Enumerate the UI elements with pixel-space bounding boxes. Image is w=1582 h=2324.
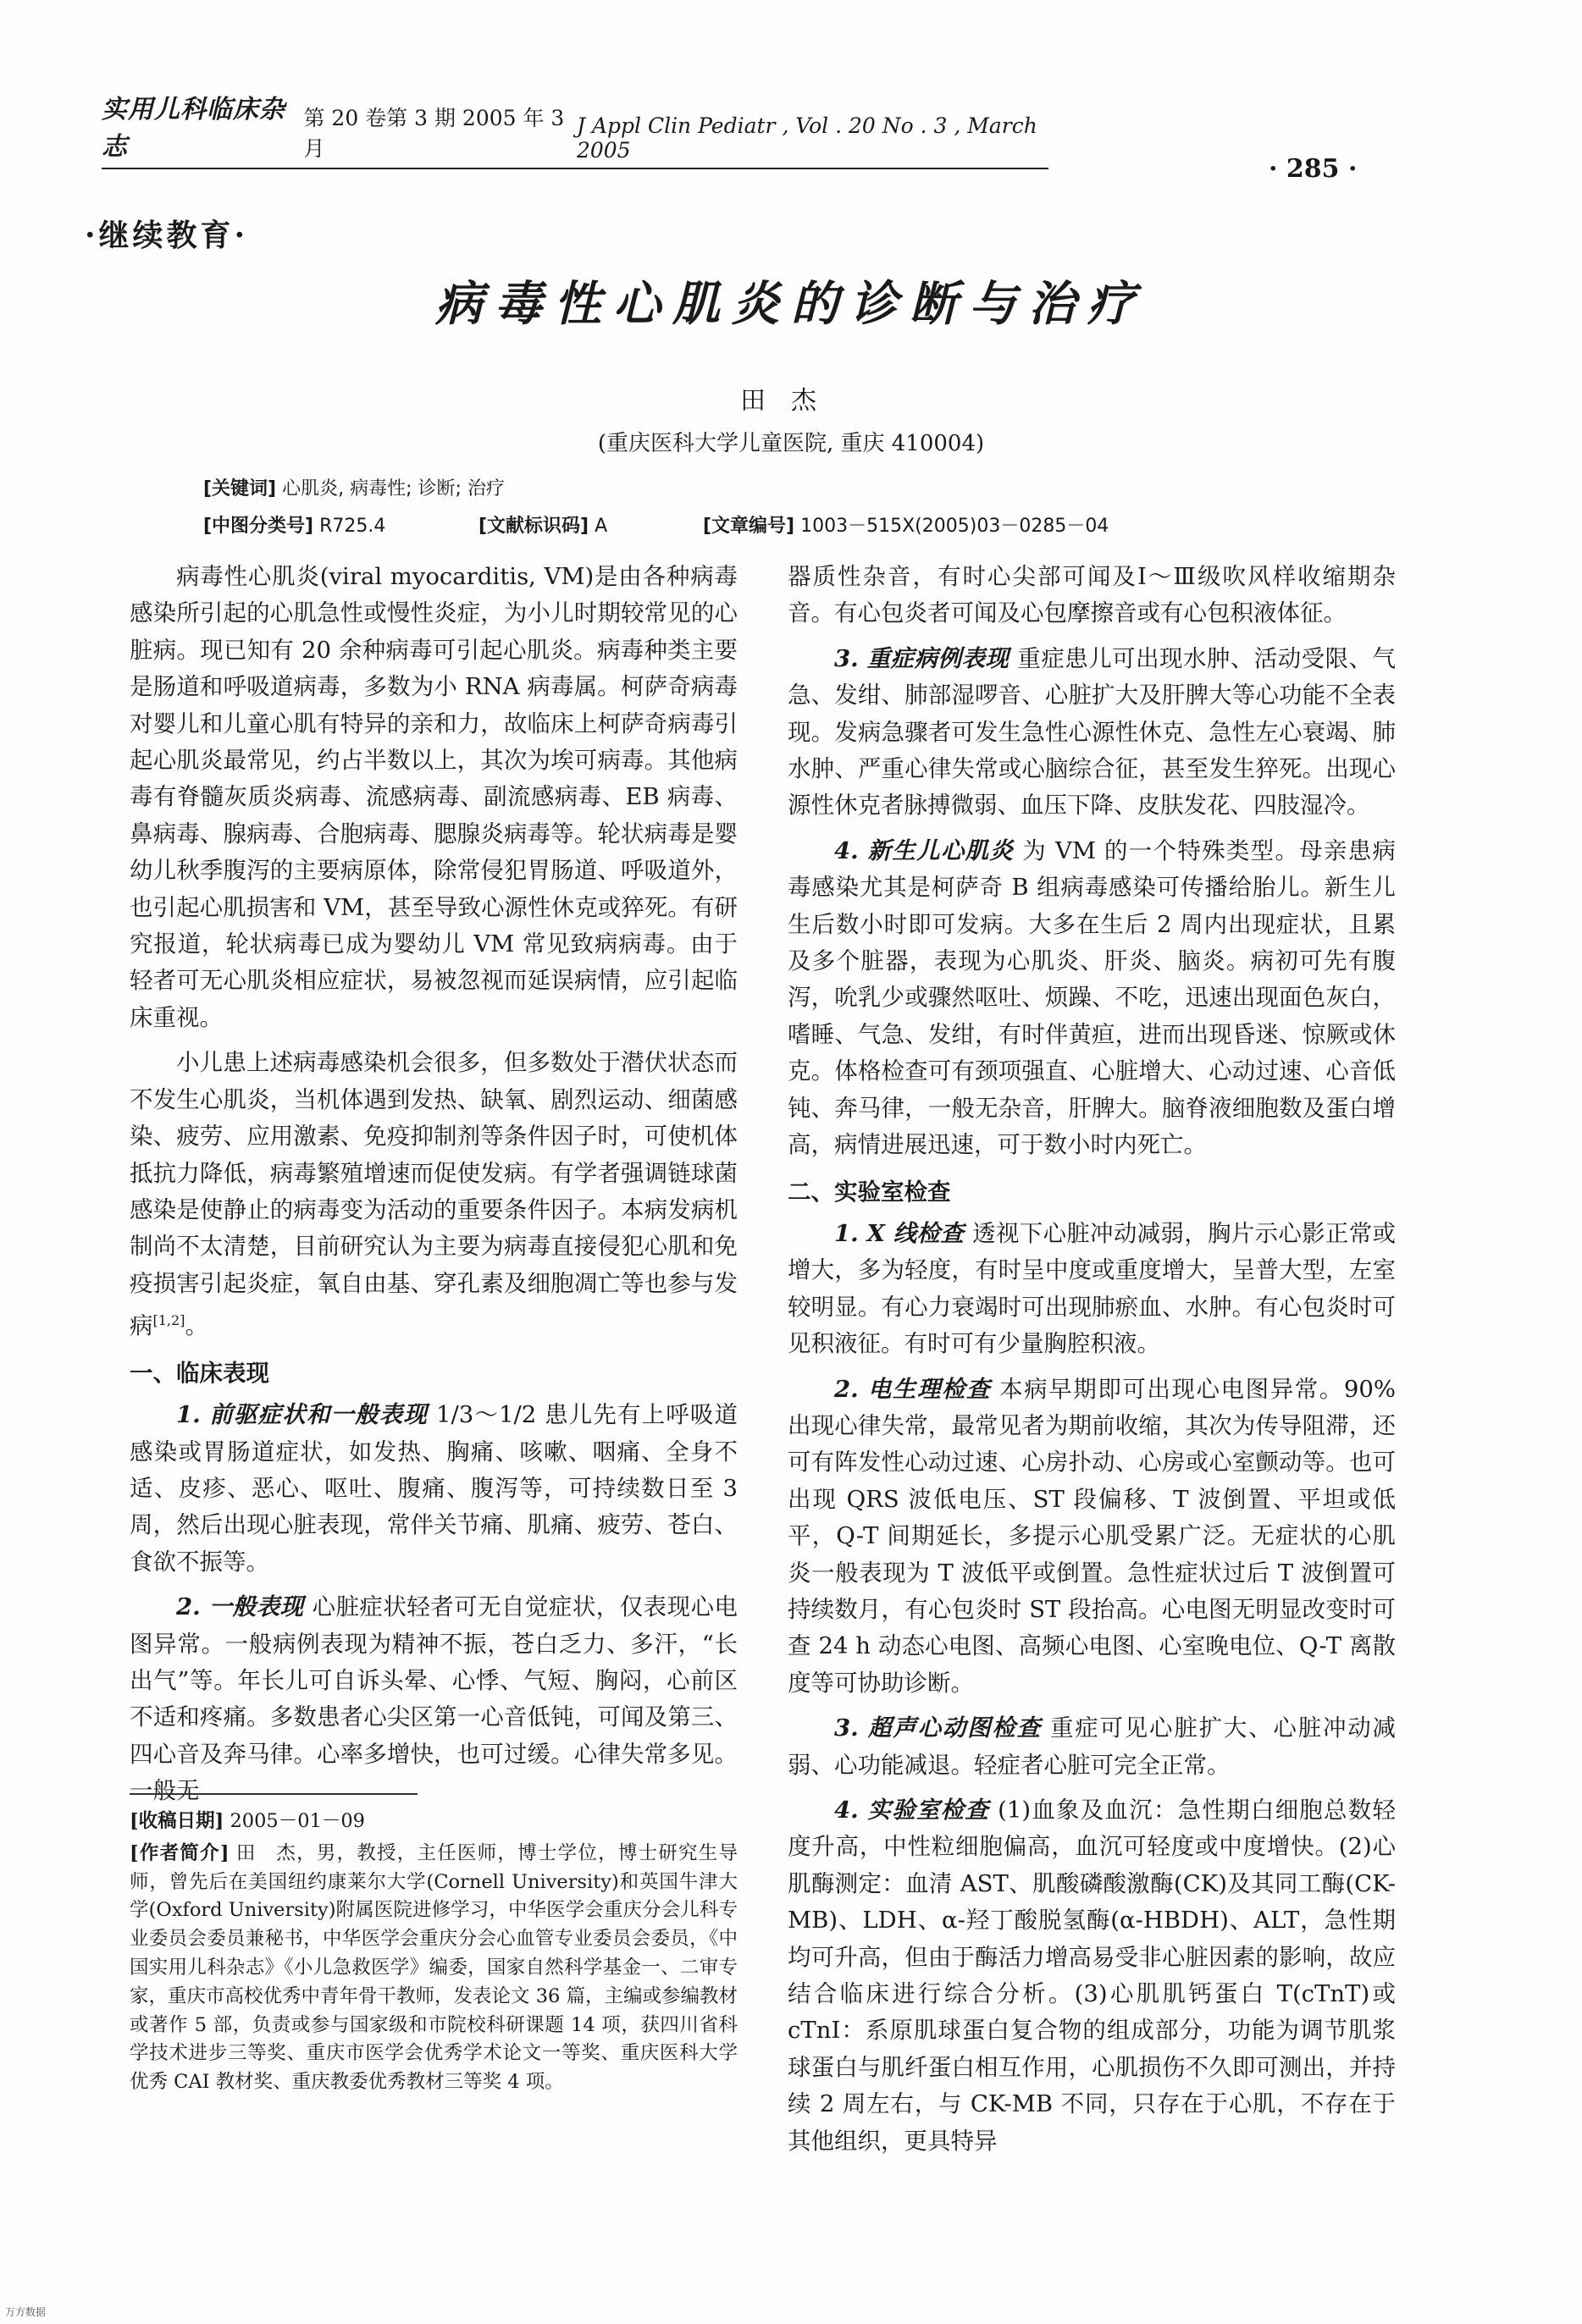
- section-heading-clinical: 一、临床表现: [130, 1359, 269, 1387]
- general-text: 心脏症状轻者可无自觉症状，仅表现心电图异常。一般病例表现为精神不振，苍白乏力、多汗，“长出气”等。年长儿可自诉头晕、心悸、气短、胸闷，心前区不适和疼痛。多数患者心尖区第一心音低钝，可闻及第三、四心音及奔马律。心率多增快，也可过缓。心律失常多见。一般无: [130, 1593, 738, 1805]
- prodrome-text: 1/3～1/2 患儿先有上呼吸道感染或胃肠道症状，如发热、胸痛、咳嗽、咽痛、全身不适、皮疹、恶心、呕吐、腹痛、腹泻等，可持续数日至 3 周，然后出现心脏表现，常伴关节痛、肌痛、疲劳、苍白、食欲不振等。: [130, 1401, 738, 1576]
- prodrome-lead: 1. 前驱症状和一般表现: [176, 1401, 429, 1429]
- general-lead: 2. 一般表现: [176, 1593, 304, 1621]
- keywords: 心肌炎, 病毒性; 诊断; 治疗: [282, 478, 505, 500]
- continued-paragraph: 器质性杂音，有时心尖部可闻及Ⅰ～Ⅲ级吹风样收缩期杂音。有心包炎者可闻及心包摩擦音或有心包积液体征。: [788, 563, 1396, 627]
- author-name: 田杰: [740, 386, 842, 416]
- document-code-line: [478, 511, 607, 538]
- lab-text: (1)血象及血沉：急性期白细胞总数轻度升高，中性粒细胞偏高，血沉可轻度或中度增快。(2)心肌酶测定：血清 AST、肌酸磷酸激酶(CK)及其同工酶(CK-MB)、LDH、α-羟丁酸脱氢酶(α-HBDH)、ALT，急性期均可升高，但由于酶活力增高易受非心脏因素的影响，故应结合临床进行综合分析。(3)心肌肌钙蛋白 T(cTnT)或 cTnI：系原肌球蛋白复合物的组成部分，功能为调节肌浆球蛋白与肌纤蛋白相互作用，心肌损伤不久即可测出，并持续 2 周左右，与 CK-MB 不同，只存在于心肌，不存在于其他组织，更具特异: [788, 1797, 1396, 2155]
- received-date-line: [130, 1808, 738, 1836]
- pathogenesis-text: 小儿患上述病毒感染机会很多，但多数处于潜伏状态而不发生心肌炎，当机体遇到发热、缺氧、剧烈运动、细菌感染、疲劳、应用激素、免疫抑制剂等条件因子时，可使机体抵抗力降低，病毒繁殖增速而促使发病。有学者强调链球菌感染是使静止的病毒变为活动的重要条件因子。本病发病机制尚不太清楚，目前研究认为主要为病毒直接侵犯心肌和免疫损害引起炎症，氧自由基、穿孔素及细胞凋亡等也参与发病: [130, 1049, 738, 1340]
- watermark: 万方数据: [5, 2306, 47, 2318]
- severe-lead: 3. 重症病例表现: [834, 644, 1009, 672]
- clc-label: [中图分类号]: [203, 516, 314, 537]
- echo-lead: 3. 超声心动图检查: [834, 1714, 1042, 1742]
- received-date: 2005－01－09: [230, 1810, 365, 1832]
- xray-paragraph: [788, 1216, 1396, 1363]
- received-label: [收稿日期]: [130, 1810, 224, 1832]
- ecg-lead: 2. 电生理检查: [834, 1375, 992, 1403]
- document-code: A: [595, 516, 608, 537]
- keywords-line: [203, 474, 505, 500]
- section-heading-lab: 二、实验室检查: [788, 1178, 951, 1206]
- article-number-line: [703, 511, 1109, 538]
- severe-paragraph: [788, 641, 1396, 825]
- citation-ref: [1,2]: [152, 1312, 185, 1329]
- clc-number: R725.4: [319, 516, 386, 537]
- article-number-label: [文章编号]: [703, 516, 795, 537]
- neonatal-paragraph: [788, 833, 1396, 1164]
- author-bio-line: [130, 1840, 738, 2097]
- ecg-text: 本病早期即可出现心电图异常。90% 出现心律失常，最常见者为期前收缩，其次为传导阻滞，还可有阵发性心动过速、心房扑动、心房或心室颤动等。也可出现 QRS 波低电压、ST 段偏移、T 波倒置、平坦或低平，Q-T 间期延长，多提示心肌受累广泛。无症状的心肌炎一般表现为 T 波低平或倒置。急性症状过后 T 波倒置可持续数月，有心包炎时 ST 段抬高。心电图无明显改变时可查 24 h 动态心电图、高频心电图、心室晚电位、Q-T 离散度等可协助诊断。: [788, 1375, 1396, 1697]
- echo-paragraph: [788, 1710, 1396, 1784]
- left-column: [130, 559, 738, 1819]
- pathogenesis-paragraph: [130, 1045, 738, 1344]
- xray-lead: 1. X 线检查: [834, 1219, 965, 1247]
- prodrome-paragraph: [130, 1397, 738, 1581]
- severe-text: 重症患儿可出现水肿、活动受限、气急、发绀、肺部湿啰音、心脏扩大及肝脾大等心功能不全表现。发病急骤者可发生急性心源性休克、急性左心衰竭、肺水肿、严重心律失常或心脑综合征，甚至发生猝死。出现心源性休克者脉搏微弱、血压下降、皮肤发花、四肢湿冷。: [788, 644, 1396, 820]
- ecg-paragraph: [788, 1372, 1396, 1703]
- article-title: 病毒性心肌炎的诊断与治疗: [435, 276, 1147, 332]
- lab-paragraph: [788, 1792, 1396, 2160]
- author-bio: 田 杰，男，教授，主任医师，博士学位，博士研究生导师，曾先后在美国纽约康莱尔大学(Cornell University)和英国牛津大学(Oxford University)附属医院进修学习，中华医学会重庆分会儿科专业委员会委员兼秘书，中华医学会重庆分会心血管专业委员会委员，《中国实用儿科杂志》《小儿急救医学》编委，国家自然科学基金一、二审专家，重庆市高校优秀中青年骨干教师，发表论文 36 篇，主编或参编教材或著作 5 部，负责或参与国家级和市院校科研课题 14 项，获四川省科学技术进步三等奖、重庆市医学会优秀学术论文一等奖、重庆医科大学优秀 CAI 教材奖、重庆教委优秀教材三等奖 4 项。: [130, 1841, 738, 2094]
- journal-title-cn: 实用儿科临床杂志: [102, 95, 285, 162]
- general-paragraph: [130, 1589, 738, 1809]
- author-bio-label: [作者简介]: [130, 1841, 230, 1864]
- right-column: [788, 559, 1396, 2168]
- page-number: · 285 ·: [1269, 154, 1358, 184]
- lab-lead: 4. 实验室检查: [834, 1797, 990, 1824]
- xray-text: 透视下心脏冲动减弱，胸片示心影正常或增大，多为轻度，有时呈中度或重度增大，呈普大型，左室较明显。有心力衰竭时可出现肺瘀血、水肿。有心包炎时可见积液征。有时可有少量胸腔积液。: [788, 1219, 1396, 1358]
- affiliation: (重庆医科大学儿童医院, 重庆 410004): [597, 431, 985, 456]
- clc-line: [203, 511, 385, 538]
- echo-text: 重症可见心脏扩大、心脏冲动减弱、心功能减退。轻症者心脏可完全正常。: [788, 1714, 1396, 1779]
- footnote-divider: [130, 1793, 418, 1795]
- neonatal-lead: 4. 新生儿心肌炎: [834, 836, 1015, 864]
- article-number: 1003－515X(2005)03－0285－04: [800, 516, 1109, 537]
- issue-info-cn: 第 20 卷第 3 期 2005 年 3 月: [303, 106, 565, 161]
- journal-title-en: J Appl Clin Pediatr , Vol . 20 No . 3 , March 2005: [576, 113, 1037, 163]
- intro-paragraph: 病毒性心肌炎(viral myocarditis, VM)是由各种病毒感染所引起的心肌急性或慢性炎症，为小儿时期较常见的心脏病。现已知有 20 余种病毒可引起心肌炎。病毒种类主要是肠道和呼吸道病毒，多数为小 RNA 病毒属。柯萨奇病毒对婴儿和儿童心肌有特异的亲和力，故临床上柯萨奇病毒引起心肌炎最常见，约占半数以上，其次为埃可病毒。其他病毒有脊髓灰质炎病毒、流感病毒、副流感病毒、EB 病毒、鼻病毒、腺病毒、合胞病毒、腮腺炎病毒等。轮状病毒是婴幼儿秋季腹泻的主要病原体，除常侵犯胃肠道、呼吸道外，也引起心肌损害和 VM，甚至导致心源性休克或猝死。有研究报道，轮状病毒已成为婴幼儿 VM 常见致病病毒。由于轻者可无心肌炎相应症状，易被忽视而延误病情，应引起临床重视。: [130, 563, 738, 1031]
- section-label: ·继续教育·: [85, 218, 249, 253]
- running-header: [102, 95, 1048, 169]
- keywords-label: [关键词]: [203, 478, 277, 500]
- document-code-label: [文献标识码]: [478, 516, 589, 537]
- footnotes: [130, 1808, 738, 2100]
- neonatal-text: 为 VM 的一个特殊类型。母亲患病毒感染尤其是柯萨奇 B 组病毒感染可传播给胎儿。新生儿生后数小时即可发病。大多在生后 2 周内出现症状，且累及多个脏器，表现为心肌炎、肝炎、脑炎。病初可先有腹泻，吮乳少或骤然呕吐、烦躁、不吃，迅速出现面色灰白，嗜睡、气急、发绀，有时伴黄疸，进而出现昏迷、惊厥或休克。体格检查可有颈项强直、心脏增大、心动过速、心音低钝、奔马律，一般无杂音，肝脾大。脑脊液细胞数及蛋白增高，病情进展迅速，可于数小时内死亡。: [788, 836, 1396, 1159]
- pathogenesis-end: 。: [185, 1312, 208, 1340]
